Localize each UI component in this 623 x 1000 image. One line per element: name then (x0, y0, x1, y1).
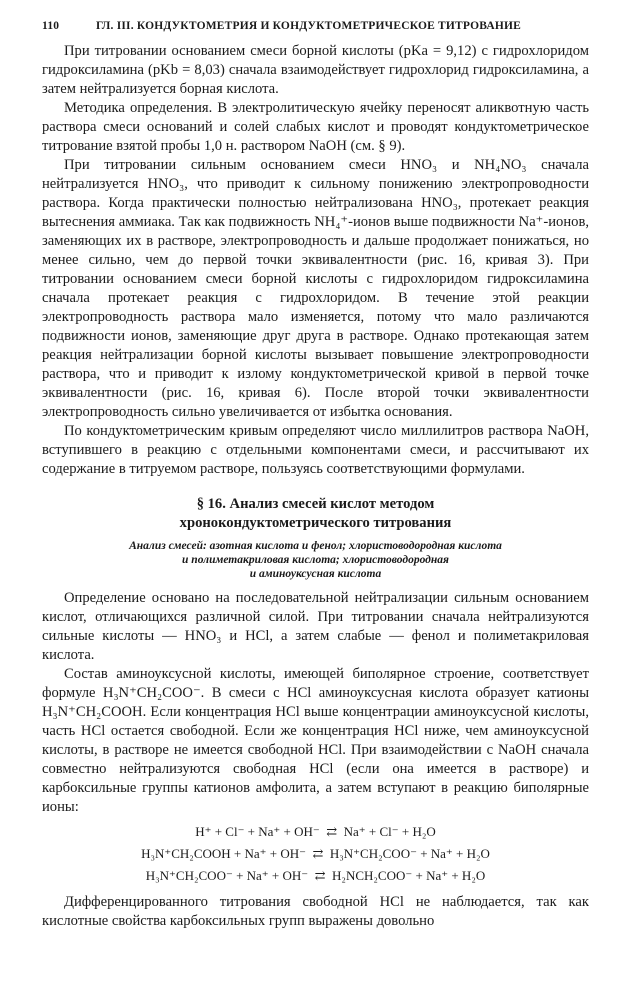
subtitle-line: и аминоуксусная кислота (249, 568, 382, 580)
paragraph-method: Методика определения. В электролитическую ячейку переносят аликвотную часть раствора смеси оснований и солей слабых кислот и проводят кондуктометрическое титрование взятой пробы 1,0 н. раствором NaOH (см. § 9). (42, 100, 589, 154)
equation: H₃N⁺CH₂COOH + Na⁺ + OH⁻ ⇄ H₃N⁺CH₂COO⁻ + Na⁺ + H₂O (141, 846, 490, 861)
section-title-line: хронокондуктометрического титрования (179, 515, 452, 531)
paragraph-curves: По кондуктометрическим кривым определяют число миллилитров раствора NaOH, вступившего в реакцию с отдельными компонентами смеси, и рассчитывают их содержание в титруемом растворе, пользуясь соответствующими формулами. (42, 423, 589, 477)
equation: H₃N⁺CH₂COO⁻ + Na⁺ + OH⁻ ⇄ H₂NCH₂COO⁻ + Na⁺ + H₂O (145, 868, 486, 883)
equation-block (42, 821, 589, 887)
running-title: ГЛ. III. КОНДУКТОМЕТРИЯ И КОНДУКТОМЕТРИЧЕСКОЕ ТИТРОВАНИЕ (96, 20, 522, 32)
paragraph-hno3-titration: При титровании сильным основанием смеси HNO₃ и NH₄NO₃ сначала нейтрализуется HNO₃, что приводит к сильному понижению электропроводности раствора. Когда практически полностью нейтрализована HNO₃, протекает реакция вытеснения аммиака. Так как подвижность NH₄⁺-ионов выше подвижности Na⁺-ионов, заменяющих их в растворе, электропроводность и дальше продолжает понижаться, но менее сильно, чем до первой точки эквивалентности (рис. 16, кривая 3). При титровании основанием смеси борной кислоты с гидрохлоридом гидроксиламина сначала протекает реакция с гидрохлоридом. В течение этой реакции электропроводность раствора мало изменяется, потому что мало различаются подвижности ионов, заменяющие друг друга в растворе. Однако протекающая затем реакция нейтрализации борной кислоты вызывает повышение электропроводности раствора, что и приводит к излому кондуктометрической кривой в первой точке эквивалентности (рис. 16, кривая 6). После второй точки эквивалентности электропроводность сильно увеличивается от избытка основания. (42, 157, 589, 420)
paragraph-final: Дифференцированного титрования свободной HCl не наблюдается, так как кислотные свойства карбоксильных групп выражены довольно (42, 894, 589, 929)
section-title-line: § 16. Анализ смесей кислот методом (196, 496, 435, 512)
paragraph-principle: Определение основано на последовательной нейтрализации сильным основанием кислот, отличающихся различной силой. При титровании сначала нейтрализуются сильные кислоты — HNO₃ и HCl, а затем слабые — фенол и полиметакриловая кислота. (42, 590, 589, 663)
paragraph-boric-acid: При титровании основанием смеси борной кислоты (pKa = 9,12) с гидрохлоридом гидроксиламина (pKb = 8,03) сначала взаимодействует гидрохлорид гидроксиламина, а затем нейтрализуется борная кислота. (42, 43, 589, 97)
book-page (42, 20, 589, 931)
equation: H⁺ + Cl⁻ + Na⁺ + OH⁻ ⇄ Na⁺ + Cl⁻ + H₂O (195, 824, 436, 839)
page-number: 110 (42, 20, 60, 32)
running-header (42, 20, 589, 32)
paragraph-aminoacetic: Состав аминоуксусной кислоты, имеющей биполярное строение, соответствует формуле H₃N⁺CH₂COO⁻. В смеси с HCl аминоуксусная кислота образует катионы H₃N⁺CH₂COOH. Если концентрация HCl выше концентрации аминоуксусной кислоты, часть HCl остается свободной. Если же концентрация HCl ниже, чем аминоуксусной кислоты, в растворе не имеется свободной HCl. При взаимодействии с NaOH сначала совместно нейтрализуются свободная HCl (если она имеется в растворе) и карбоксильные группы катионов амфолита, а затем вступают в реакцию биполярные ионы: (42, 666, 589, 815)
section-title (42, 495, 589, 533)
subtitle-line: Анализ смесей: азотная кислота и фенол; хлористоводородная кислота (129, 540, 502, 552)
subtitle-line: и полиметакриловая кислота; хлористоводородная (182, 554, 449, 566)
section-subtitle (42, 539, 589, 581)
